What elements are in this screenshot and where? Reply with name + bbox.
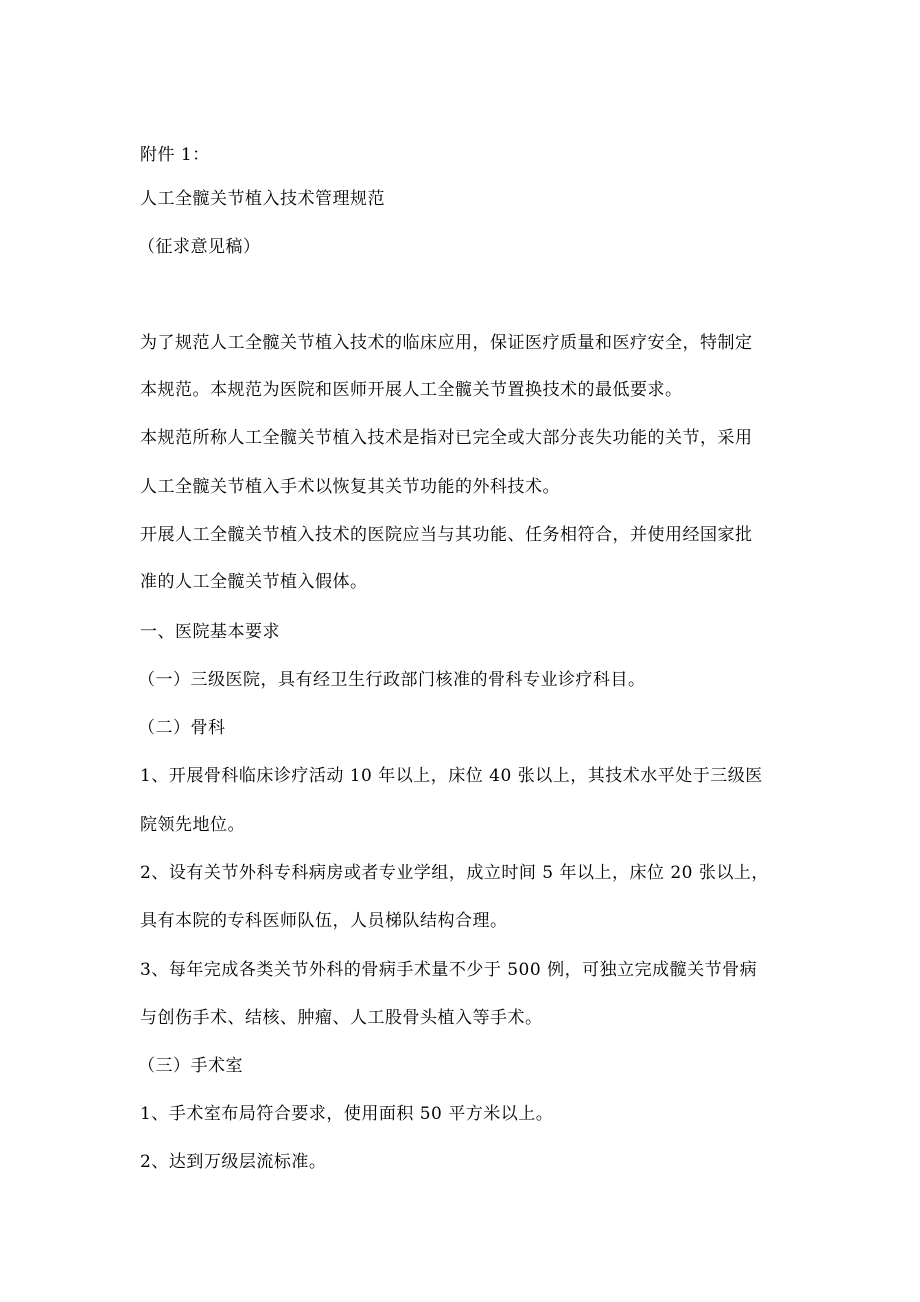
list-item-continuation: 院领先地位。 <box>140 815 245 835</box>
list-item: 3、每年完成各类关节外科的骨病手术量不少于 500 例，可独立完成髋关节骨病 <box>140 960 758 980</box>
subsection-heading: （一）三级医院，具有经卫生行政部门核准的骨科专业诊疗科目。 <box>138 670 646 690</box>
section-heading: 一、医院基本要求 <box>140 622 280 642</box>
paragraph-line: 为了规范人工全髋关节植入技术的临床应用，保证医疗质量和医疗安全，特制定 <box>140 333 753 353</box>
document-subtitle: （征求意见稿） <box>138 237 261 257</box>
list-item: 1、手术室布局符合要求，使用面积 50 平方米以上。 <box>140 1104 554 1124</box>
attachment-label: 附件 1： <box>140 145 210 165</box>
list-item: 2、达到万级层流标准。 <box>140 1152 327 1172</box>
paragraph-line: 本规范所称人工全髋关节植入技术是指对已完全或大部分丧失功能的关节，采用 <box>140 428 753 448</box>
document-title: 人工全髋关节植入技术管理规范 <box>140 189 385 209</box>
list-item-continuation: 具有本院的专科医师队伍，人员梯队结构合理。 <box>140 911 508 931</box>
paragraph-line: 人工全髋关节植入手术以恢复其关节功能的外科技术。 <box>140 477 560 497</box>
list-item: 1、开展骨科临床诊疗活动 10 年以上，床位 40 张以上，其技术水平处于三级医 <box>140 766 763 786</box>
paragraph-line: 准的人工全髋关节植入假体。 <box>140 572 368 592</box>
paragraph-line: 开展人工全髋关节植入技术的医院应当与其功能、任务相符合，并使用经国家批 <box>140 525 753 545</box>
paragraph-line: 本规范。本规范为医院和医师开展人工全髋关节置换技术的最低要求。 <box>140 380 683 400</box>
list-item: 2、设有关节外科专科病房或者专业学组，成立时间 5 年以上，床位 20 张以上， <box>140 863 769 883</box>
subsection-heading: （二）骨科 <box>138 718 226 738</box>
list-item-continuation: 与创伤手术、结核、肿瘤、人工股骨头植入等手术。 <box>140 1008 543 1028</box>
subsection-heading: （三）手术室 <box>138 1056 243 1076</box>
